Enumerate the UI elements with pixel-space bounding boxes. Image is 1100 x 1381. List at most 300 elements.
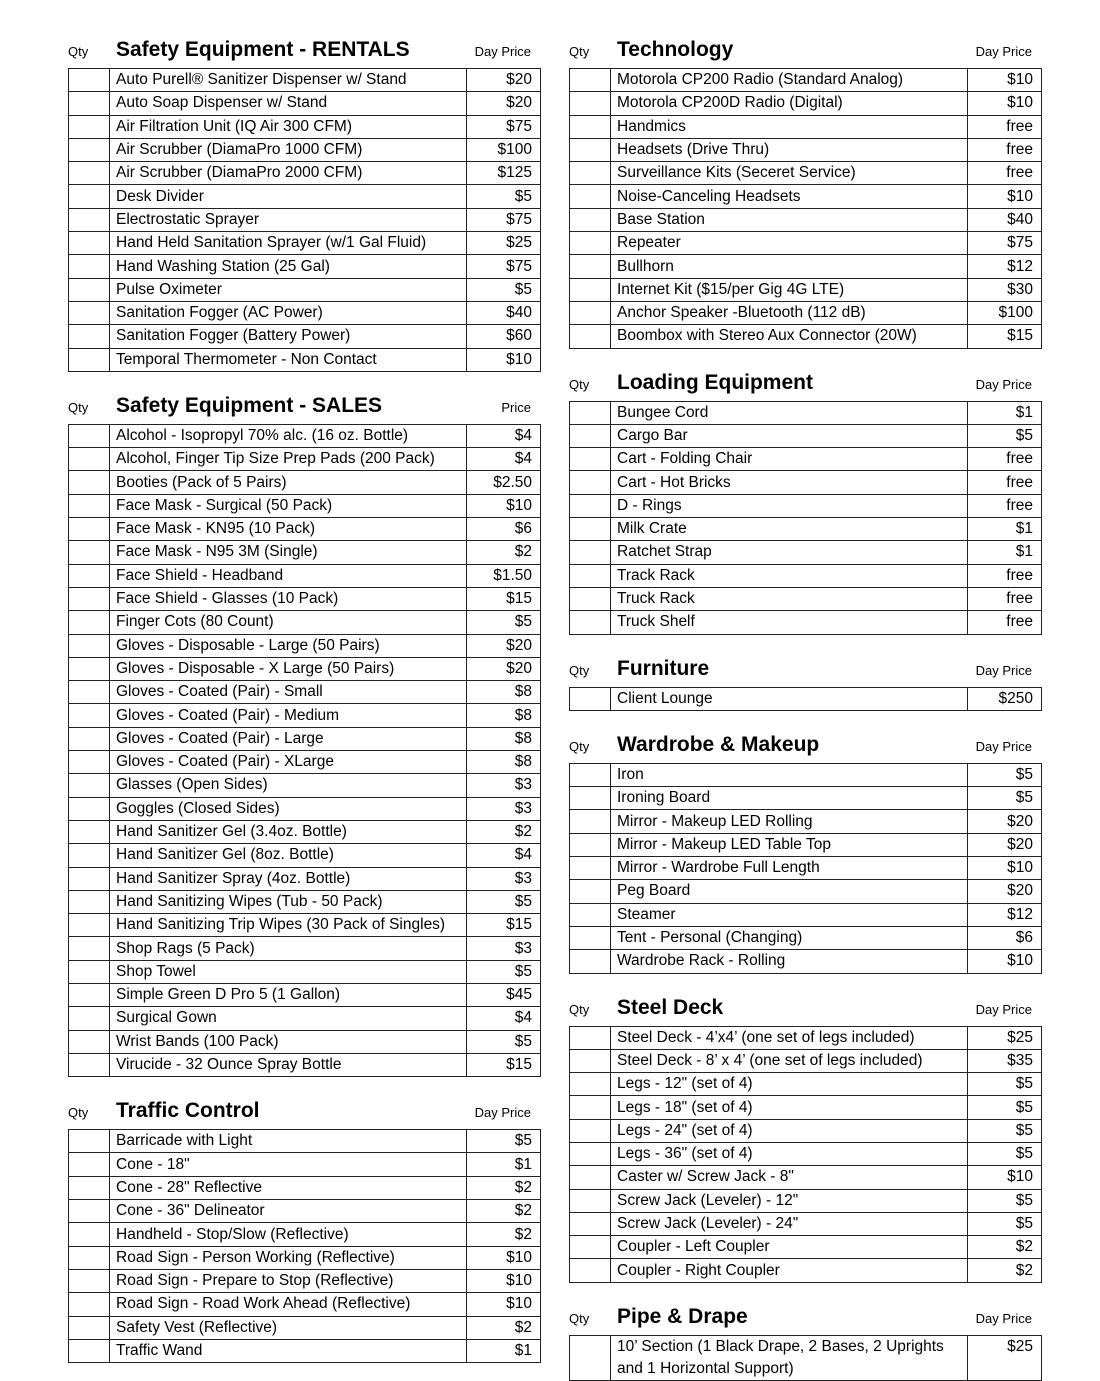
qty-cell[interactable] — [570, 401, 611, 424]
price-table — [68, 1129, 541, 1363]
table-row — [570, 138, 1042, 161]
qty-cell[interactable] — [69, 1053, 110, 1076]
qty-cell[interactable] — [570, 232, 611, 255]
item-price: $10 — [968, 92, 1042, 115]
qty-label: Qty — [68, 1105, 89, 1121]
item-name: Boombox with Stereo Aux Connector (20W) — [611, 325, 968, 348]
item-name: Anchor Speaker -Bluetooth (112 dB) — [611, 301, 968, 324]
price-table — [569, 1026, 1042, 1283]
qty-cell[interactable] — [570, 611, 611, 634]
table-row — [570, 564, 1042, 587]
item-name: Mirror - Makeup LED Rolling — [611, 810, 968, 833]
qty-cell[interactable] — [69, 1130, 110, 1153]
item-price: $20 — [467, 69, 541, 92]
qty-cell[interactable] — [570, 857, 611, 880]
table-row — [69, 541, 541, 564]
qty-cell[interactable] — [570, 494, 611, 517]
section-furniture — [569, 651, 1042, 711]
item-price: $2 — [968, 1259, 1042, 1282]
item-name: Hand Sanitizer Gel (8oz. Bottle) — [110, 844, 467, 867]
item-name: Finger Cots (80 Count) — [110, 611, 467, 634]
item-price: free — [968, 162, 1042, 185]
item-price: $100 — [467, 138, 541, 161]
item-name: Coupler - Left Coupler — [611, 1236, 968, 1259]
item-name: Gloves - Coated (Pair) - Medium — [110, 704, 467, 727]
table-row — [570, 1119, 1042, 1142]
table-row — [69, 564, 541, 587]
qty-cell[interactable] — [69, 727, 110, 750]
item-name: Gloves - Coated (Pair) - XLarge — [110, 751, 467, 774]
qty-cell[interactable] — [570, 564, 611, 587]
qty-cell[interactable] — [570, 208, 611, 231]
table-row — [570, 833, 1042, 856]
qty-cell[interactable] — [69, 115, 110, 138]
table-row — [69, 681, 541, 704]
item-price: $10 — [968, 857, 1042, 880]
item-price: $10 — [467, 494, 541, 517]
qty-cell[interactable] — [570, 69, 611, 92]
table-row — [570, 541, 1042, 564]
qty-cell[interactable] — [69, 255, 110, 278]
qty-cell[interactable] — [69, 983, 110, 1006]
qty-cell[interactable] — [69, 587, 110, 610]
item-name: Face Mask - KN95 (10 Pack) — [110, 518, 467, 541]
qty-cell[interactable] — [570, 926, 611, 949]
qty-cell[interactable] — [570, 687, 611, 710]
item-name: Hand Sanitizer Spray (4oz. Bottle) — [110, 867, 467, 890]
item-name: Safety Vest (Reflective) — [110, 1316, 467, 1339]
table-row — [69, 325, 541, 348]
item-name: Sanitation Fogger (Battery Power) — [110, 325, 467, 348]
table-row — [69, 890, 541, 913]
item-name: Sanitation Fogger (AC Power) — [110, 301, 467, 324]
item-price: $5 — [968, 1212, 1042, 1235]
item-name: Surgical Gown — [110, 1007, 467, 1030]
item-name: Face Mask - Surgical (50 Pack) — [110, 494, 467, 517]
item-name: Desk Divider — [110, 185, 467, 208]
item-name: Traffic Wand — [110, 1339, 467, 1362]
table-row — [69, 1223, 541, 1246]
item-name: Wrist Bands (100 Pack) — [110, 1030, 467, 1053]
item-price: $10 — [467, 1246, 541, 1269]
table-row — [69, 867, 541, 890]
item-name: Steel Deck - 4’x4’ (one set of legs included) — [611, 1026, 968, 1049]
item-price: $5 — [968, 787, 1042, 810]
table-row — [570, 494, 1042, 517]
item-price: $3 — [467, 797, 541, 820]
item-name: Base Station — [611, 208, 968, 231]
qty-cell[interactable] — [69, 1153, 110, 1176]
qty-cell[interactable] — [69, 448, 110, 471]
qty-cell[interactable] — [570, 1236, 611, 1259]
qty-cell[interactable] — [570, 541, 611, 564]
qty-cell[interactable] — [570, 950, 611, 973]
qty-cell[interactable] — [69, 1293, 110, 1316]
item-price: $5 — [968, 1119, 1042, 1142]
item-price: $5 — [467, 1130, 541, 1153]
table-row — [69, 138, 541, 161]
item-name: Pulse Oximeter — [110, 278, 467, 301]
qty-cell[interactable] — [69, 208, 110, 231]
qty-cell[interactable] — [570, 448, 611, 471]
item-price: $5 — [467, 278, 541, 301]
item-price: free — [968, 138, 1042, 161]
table-row — [570, 810, 1042, 833]
qty-cell[interactable] — [69, 774, 110, 797]
item-name: Screw Jack (Leveler) - 24" — [611, 1212, 968, 1235]
item-name: Glasses (Open Sides) — [110, 774, 467, 797]
item-price: $25 — [467, 232, 541, 255]
table-row — [69, 1293, 541, 1316]
price-table — [68, 68, 541, 372]
qty-cell[interactable] — [69, 960, 110, 983]
item-price: $4 — [467, 424, 541, 447]
item-name: Truck Rack — [611, 587, 968, 610]
item-price: $35 — [968, 1049, 1042, 1072]
qty-cell[interactable] — [570, 1119, 611, 1142]
right-column — [569, 32, 1042, 1381]
table-row — [69, 1269, 541, 1292]
price-label: Day Price — [975, 376, 1032, 392]
item-price: $2 — [467, 1176, 541, 1199]
qty-cell[interactable] — [69, 1339, 110, 1362]
item-price: $2 — [467, 541, 541, 564]
item-price: $75 — [467, 115, 541, 138]
qty-cell[interactable] — [69, 657, 110, 680]
price-table — [68, 424, 541, 1077]
item-price: free — [968, 494, 1042, 517]
item-name: Air Scrubber (DiamaPro 2000 CFM) — [110, 162, 467, 185]
qty-cell[interactable] — [69, 1269, 110, 1292]
qty-cell[interactable] — [570, 1026, 611, 1049]
item-price: $100 — [968, 301, 1042, 324]
qty-cell[interactable] — [69, 69, 110, 92]
item-price: $1 — [968, 541, 1042, 564]
item-price: $2.50 — [467, 471, 541, 494]
item-price: $1 — [968, 401, 1042, 424]
table-row — [69, 1200, 541, 1223]
table-row — [69, 1053, 541, 1076]
item-price: $5 — [968, 424, 1042, 447]
item-price: $15 — [968, 325, 1042, 348]
qty-cell[interactable] — [69, 278, 110, 301]
table-row — [69, 797, 541, 820]
section-loading-equipment — [569, 365, 1042, 635]
qty-cell[interactable] — [570, 1189, 611, 1212]
table-row — [570, 1026, 1042, 1049]
price-label: Price — [501, 399, 531, 415]
item-name: Barricade with Light — [110, 1130, 467, 1153]
qty-cell[interactable] — [570, 115, 611, 138]
qty-cell[interactable] — [69, 471, 110, 494]
item-name: 10’ Section (1 Black Drape, 2 Bases, 2 Uprights and 1 Horizontal Support) — [611, 1335, 968, 1380]
item-price: $10 — [968, 69, 1042, 92]
table-row — [69, 587, 541, 610]
qty-cell[interactable] — [570, 255, 611, 278]
qty-cell[interactable] — [570, 880, 611, 903]
item-name: Motorola CP200 Radio (Standard Analog) — [611, 69, 968, 92]
item-price: $10 — [467, 348, 541, 371]
item-name: Iron — [611, 763, 968, 786]
table-row — [570, 69, 1042, 92]
section-safety-rentals — [68, 32, 541, 372]
item-price: $10 — [968, 185, 1042, 208]
item-name: Noise-Canceling Headsets — [611, 185, 968, 208]
qty-cell[interactable] — [69, 937, 110, 960]
table-row — [570, 325, 1042, 348]
item-name: Booties (Pack of 5 Pairs) — [110, 471, 467, 494]
item-price: free — [968, 564, 1042, 587]
item-price: $1 — [467, 1153, 541, 1176]
item-name: Bullhorn — [611, 255, 968, 278]
qty-cell[interactable] — [570, 162, 611, 185]
item-name: Face Shield - Headband — [110, 564, 467, 587]
qty-cell[interactable] — [69, 1316, 110, 1339]
table-row — [69, 232, 541, 255]
item-price: free — [968, 587, 1042, 610]
qty-cell[interactable] — [570, 763, 611, 786]
item-name: Road Sign - Prepare to Stop (Reflective) — [110, 1269, 467, 1292]
section-title: Pipe & Drape — [617, 1304, 748, 1328]
qty-cell[interactable] — [69, 1200, 110, 1223]
item-name: Headsets (Drive Thru) — [611, 138, 968, 161]
qty-cell[interactable] — [69, 1246, 110, 1269]
price-label: Day Price — [474, 1105, 531, 1121]
item-name: Internet Kit ($15/per Gig 4G LTE) — [611, 278, 968, 301]
item-price: $10 — [968, 1166, 1042, 1189]
qty-cell[interactable] — [570, 833, 611, 856]
qty-cell[interactable] — [69, 681, 110, 704]
item-price: $4 — [467, 844, 541, 867]
item-price: $5 — [467, 960, 541, 983]
section-header — [569, 365, 1042, 401]
item-name: Mirror - Makeup LED Table Top — [611, 833, 968, 856]
table-row — [69, 518, 541, 541]
qty-cell[interactable] — [69, 541, 110, 564]
item-price: $5 — [467, 890, 541, 913]
qty-cell[interactable] — [69, 914, 110, 937]
table-row — [69, 704, 541, 727]
item-name: Milk Crate — [611, 518, 968, 541]
price-label: Day Price — [975, 662, 1032, 678]
qty-cell[interactable] — [570, 138, 611, 161]
item-name: Face Mask - N95 3M (Single) — [110, 541, 467, 564]
item-name: Legs - 18" (set of 4) — [611, 1096, 968, 1119]
item-name: Shop Towel — [110, 960, 467, 983]
table-row — [69, 255, 541, 278]
item-name: Road Sign - Person Working (Reflective) — [110, 1246, 467, 1269]
table-row — [570, 208, 1042, 231]
qty-cell[interactable] — [570, 1049, 611, 1072]
item-name: Goggles (Closed Sides) — [110, 797, 467, 820]
qty-cell[interactable] — [69, 138, 110, 161]
qty-cell[interactable] — [69, 1223, 110, 1246]
section-header — [68, 32, 541, 68]
qty-cell[interactable] — [69, 634, 110, 657]
qty-cell[interactable] — [69, 348, 110, 371]
item-price: $15 — [467, 587, 541, 610]
section-header — [569, 1299, 1042, 1335]
section-title: Safety Equipment - SALES — [116, 393, 383, 417]
table-row — [69, 727, 541, 750]
item-price: $5 — [968, 1142, 1042, 1165]
qty-cell[interactable] — [69, 751, 110, 774]
qty-cell[interactable] — [69, 890, 110, 913]
qty-cell[interactable] — [69, 844, 110, 867]
item-price: $2 — [467, 1200, 541, 1223]
item-price: $5 — [467, 1030, 541, 1053]
price-label: Day Price — [975, 44, 1032, 59]
item-name: Peg Board — [611, 880, 968, 903]
table-row — [570, 185, 1042, 208]
qty-cell[interactable] — [69, 301, 110, 324]
table-row — [570, 950, 1042, 973]
item-price: $25 — [968, 1026, 1042, 1049]
qty-cell[interactable] — [570, 1212, 611, 1235]
qty-cell[interactable] — [69, 1030, 110, 1053]
qty-cell[interactable] — [69, 494, 110, 517]
table-row — [570, 857, 1042, 880]
item-price: $4 — [467, 1007, 541, 1030]
qty-cell[interactable] — [570, 587, 611, 610]
table-row — [570, 611, 1042, 634]
item-name: Repeater — [611, 232, 968, 255]
qty-cell[interactable] — [570, 1259, 611, 1282]
left-column — [68, 32, 541, 1363]
item-price: $15 — [467, 1053, 541, 1076]
table-row — [69, 983, 541, 1006]
price-label: Day Price — [975, 1001, 1032, 1017]
item-price: $40 — [968, 208, 1042, 231]
item-price: $20 — [968, 880, 1042, 903]
qty-cell[interactable] — [69, 232, 110, 255]
qty-cell[interactable] — [570, 787, 611, 810]
qty-cell[interactable] — [69, 564, 110, 587]
qty-cell[interactable] — [570, 810, 611, 833]
item-price: $5 — [968, 1096, 1042, 1119]
qty-cell[interactable] — [69, 704, 110, 727]
table-row — [69, 1339, 541, 1362]
item-price: $3 — [467, 937, 541, 960]
item-price: $2 — [467, 1223, 541, 1246]
table-row — [570, 687, 1042, 710]
item-name: Hand Washing Station (25 Gal) — [110, 255, 467, 278]
qty-cell[interactable] — [69, 797, 110, 820]
qty-cell[interactable] — [570, 1073, 611, 1096]
table-row — [570, 115, 1042, 138]
table-row — [570, 448, 1042, 471]
table-row — [570, 787, 1042, 810]
item-price: $5 — [968, 1189, 1042, 1212]
table-row — [69, 634, 541, 657]
qty-label: Qty — [68, 399, 89, 415]
item-name: Motorola CP200D Radio (Digital) — [611, 92, 968, 115]
item-name: Hand Sanitizing Wipes (Tub - 50 Pack) — [110, 890, 467, 913]
table-row — [570, 301, 1042, 324]
table-row — [69, 774, 541, 797]
item-price: $75 — [467, 255, 541, 278]
item-name: Client Lounge — [611, 687, 968, 710]
table-row — [69, 424, 541, 447]
table-row — [69, 92, 541, 115]
qty-cell[interactable] — [570, 1142, 611, 1165]
qty-cell[interactable] — [570, 301, 611, 324]
item-price: free — [968, 448, 1042, 471]
qty-cell[interactable] — [69, 1007, 110, 1030]
qty-cell[interactable] — [69, 92, 110, 115]
qty-cell[interactable] — [570, 903, 611, 926]
item-price: free — [968, 471, 1042, 494]
table-row — [69, 115, 541, 138]
table-row — [69, 914, 541, 937]
qty-cell[interactable] — [570, 325, 611, 348]
table-row — [570, 162, 1042, 185]
table-row — [69, 448, 541, 471]
qty-cell[interactable] — [570, 424, 611, 447]
price-table — [569, 68, 1042, 349]
item-price: $5 — [467, 185, 541, 208]
qty-cell[interactable] — [69, 424, 110, 447]
qty-cell[interactable] — [69, 611, 110, 634]
item-name: Legs - 36" (set of 4) — [611, 1142, 968, 1165]
price-label: Day Price — [975, 738, 1032, 754]
qty-cell[interactable] — [69, 325, 110, 348]
qty-cell[interactable] — [69, 518, 110, 541]
qty-cell[interactable] — [570, 185, 611, 208]
table-row — [570, 424, 1042, 447]
table-row — [570, 1189, 1042, 1212]
section-steel-deck — [569, 990, 1042, 1283]
table-row — [570, 1259, 1042, 1282]
item-name: Caster w/ Screw Jack - 8" — [611, 1166, 968, 1189]
qty-cell[interactable] — [69, 867, 110, 890]
qty-label: Qty — [569, 44, 590, 59]
qty-cell[interactable] — [69, 162, 110, 185]
qty-label: Qty — [569, 1001, 590, 1017]
qty-cell[interactable] — [570, 92, 611, 115]
item-name: Handmics — [611, 115, 968, 138]
qty-label: Qty — [569, 1310, 590, 1326]
item-price: $5 — [968, 763, 1042, 786]
item-name: Handheld - Stop/Slow (Reflective) — [110, 1223, 467, 1246]
qty-cell[interactable] — [69, 185, 110, 208]
section-pipe-drape — [569, 1299, 1042, 1381]
price-table — [569, 687, 1042, 711]
item-name: Auto Purell® Sanitizer Dispenser w/ Stand — [110, 69, 467, 92]
table-row — [570, 1073, 1042, 1096]
item-price: $60 — [467, 325, 541, 348]
qty-label: Qty — [569, 376, 590, 392]
section-header — [569, 727, 1042, 763]
qty-cell[interactable] — [570, 518, 611, 541]
table-row — [570, 1142, 1042, 1165]
qty-cell[interactable] — [570, 278, 611, 301]
qty-cell[interactable] — [69, 1176, 110, 1199]
qty-cell[interactable] — [570, 1096, 611, 1119]
item-name: Cone - 36" Delineator — [110, 1200, 467, 1223]
section-technology — [569, 32, 1042, 349]
item-name: Cargo Bar — [611, 424, 968, 447]
item-price: $10 — [467, 1293, 541, 1316]
qty-cell[interactable] — [570, 1166, 611, 1189]
item-name: D - Rings — [611, 494, 968, 517]
price-table — [569, 763, 1042, 974]
item-name: Ironing Board — [611, 787, 968, 810]
table-row — [69, 494, 541, 517]
item-name: Alcohol, Finger Tip Size Prep Pads (200 Pack) — [110, 448, 467, 471]
qty-cell[interactable] — [69, 820, 110, 843]
qty-cell[interactable] — [570, 471, 611, 494]
